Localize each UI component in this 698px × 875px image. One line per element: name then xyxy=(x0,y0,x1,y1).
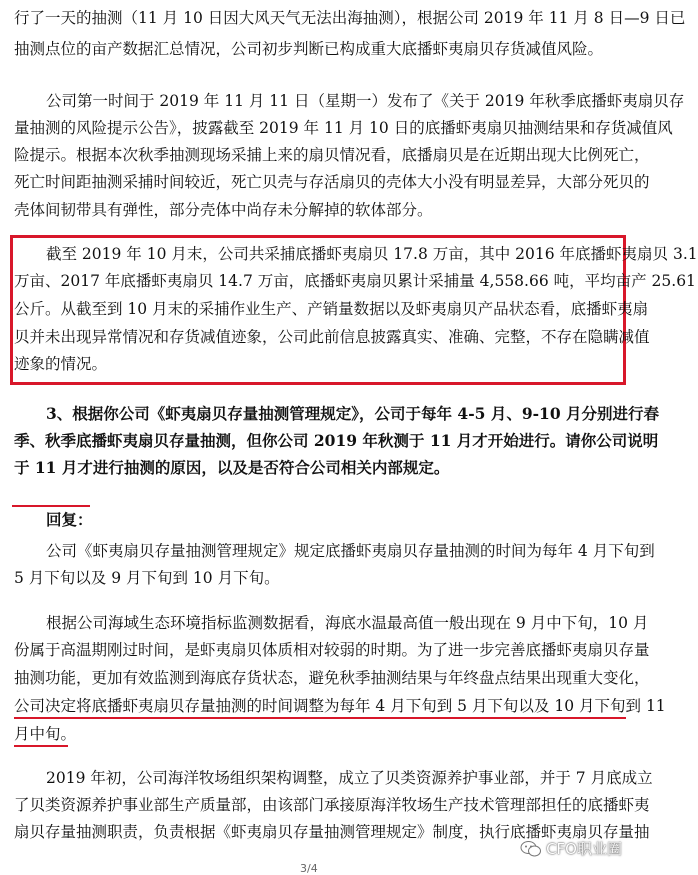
text-line-21: 抽测功能，更加有效监测到海底存货状态，避免秋季抽测结果与年终盘点结果出现重大变化， xyxy=(14,669,650,687)
text-line-5: 险提示。根据本次秋季抽测现场采捕上来的扇贝情况看，底播扇贝是在近期出现大比例死亡， xyxy=(14,146,650,164)
decision-underline-1 xyxy=(14,717,626,719)
watermark-text: CFO职业圈 xyxy=(546,840,622,858)
text-line-18: 5 月下旬以及 9 月下旬到 10 月下旬。 xyxy=(14,569,280,587)
question-line-1: 3、根据你公司《虾夷扇贝存量抽测管理规定》，公司于每年 4-5 月、9-10 月分别进行春 xyxy=(46,404,660,423)
watermark xyxy=(520,838,622,859)
text-line-10: 公斤。从截至到 10 月末的采捕作业生产、产销量数据以及虾夷扇贝产品状态看，底播虾夷扇 xyxy=(14,300,649,318)
decision-underline-2 xyxy=(14,745,68,747)
question-line-2: 季、秋季底播虾夷扇贝存量抽测，但你公司 2019 年秋测于 11 月才开始进行。请你公司说明 xyxy=(14,431,659,450)
text-line-8: 截至 2019 年 10 月末，公司共采捕底播虾夷扇贝 17.8 万亩，其中 2016 年底播虾夷扇贝 3.1 xyxy=(46,245,698,263)
text-line-22: 公司决定将底播虾夷扇贝存量抽测的时间调整为每年 4 月下旬到 5 月下旬以及 10 月下旬到 11 xyxy=(14,697,666,715)
text-line-2: 抽测点位的亩产数据汇总情况，公司初步判断已构成重大底播虾夷扇贝存货减值风险。 xyxy=(14,40,604,58)
text-line-7: 壳体间韧带具有弹性，部分壳体中尚存未分解掉的软体部分。 xyxy=(14,201,433,219)
text-line-12: 迹象的情况。 xyxy=(14,355,108,373)
text-line-3: 公司第一时间于 2019 年 11 月 11 日（星期一）发布了《关于 2019 年秋季底播虾夷扇贝存 xyxy=(46,92,685,110)
reply-heading: 回复： xyxy=(46,510,93,529)
text-line-4: 量抽测的风险提示公告》，披露截至 2019 年 11 月 10 日的底播虾夷扇贝抽测结果和存货减值风 xyxy=(14,119,673,137)
text-line-26: 扇贝存量抽测职责，负责根据《虾夷扇贝存量抽测管理规定》制度，执行底播虾夷扇贝存量抽 xyxy=(14,823,650,841)
question-line-3: 于 11 月才进行抽测的原因，以及是否符合公司相关内部规定。 xyxy=(14,458,450,477)
text-line-6: 死亡时间距抽测采捕时间较近，死亡贝壳与存活扇贝的壳体大小没有明显差异，大部分死贝的 xyxy=(14,173,650,191)
wechat-icon xyxy=(520,840,542,858)
page-number: 3/4 xyxy=(300,862,318,875)
text-line-25: 了贝类资源养护事业部生产质量部，由该部门承接原海洋牧场生产技术管理部担任的底播虾夷 xyxy=(14,796,650,814)
text-line-17: 公司《虾夷扇贝存量抽测管理规定》规定底播虾夷扇贝存量抽测的时间为每年 4 月下旬到 xyxy=(46,542,655,560)
text-line-1: 行了一天的抽测（11 月 10 日因大风天气无法出海抽测），根据公司 2019 年 11 月 8 日—9 日已 xyxy=(14,9,686,27)
text-line-24: 2019 年初，公司海洋牧场组织架构调整，成立了贝类资源养护事业部，并于 7 月底成立 xyxy=(46,769,653,787)
text-line-11: 贝并未出现异常情况和存货减值迹象，公司此前信息披露真实、准确、完整，不存在隐瞒减值 xyxy=(14,328,650,346)
text-line-20: 份属于高温期刚过时间，是虾夷扇贝体质相对较弱的时期。为了进一步完善底播虾夷扇贝存量 xyxy=(14,641,650,659)
text-line-19: 根据公司海域生态环境指标监测数据看，海底水温最高值一般出现在 9 月中下旬，10 月 xyxy=(46,614,649,632)
text-line-23: 月中旬。 xyxy=(14,725,77,743)
reply-underline xyxy=(12,505,90,507)
text-line-9: 万亩、2017 年底播虾夷扇贝 14.7 万亩，底播虾夷扇贝累计采捕量 4,558.66 吨，平均亩产 25.61 xyxy=(14,272,696,290)
